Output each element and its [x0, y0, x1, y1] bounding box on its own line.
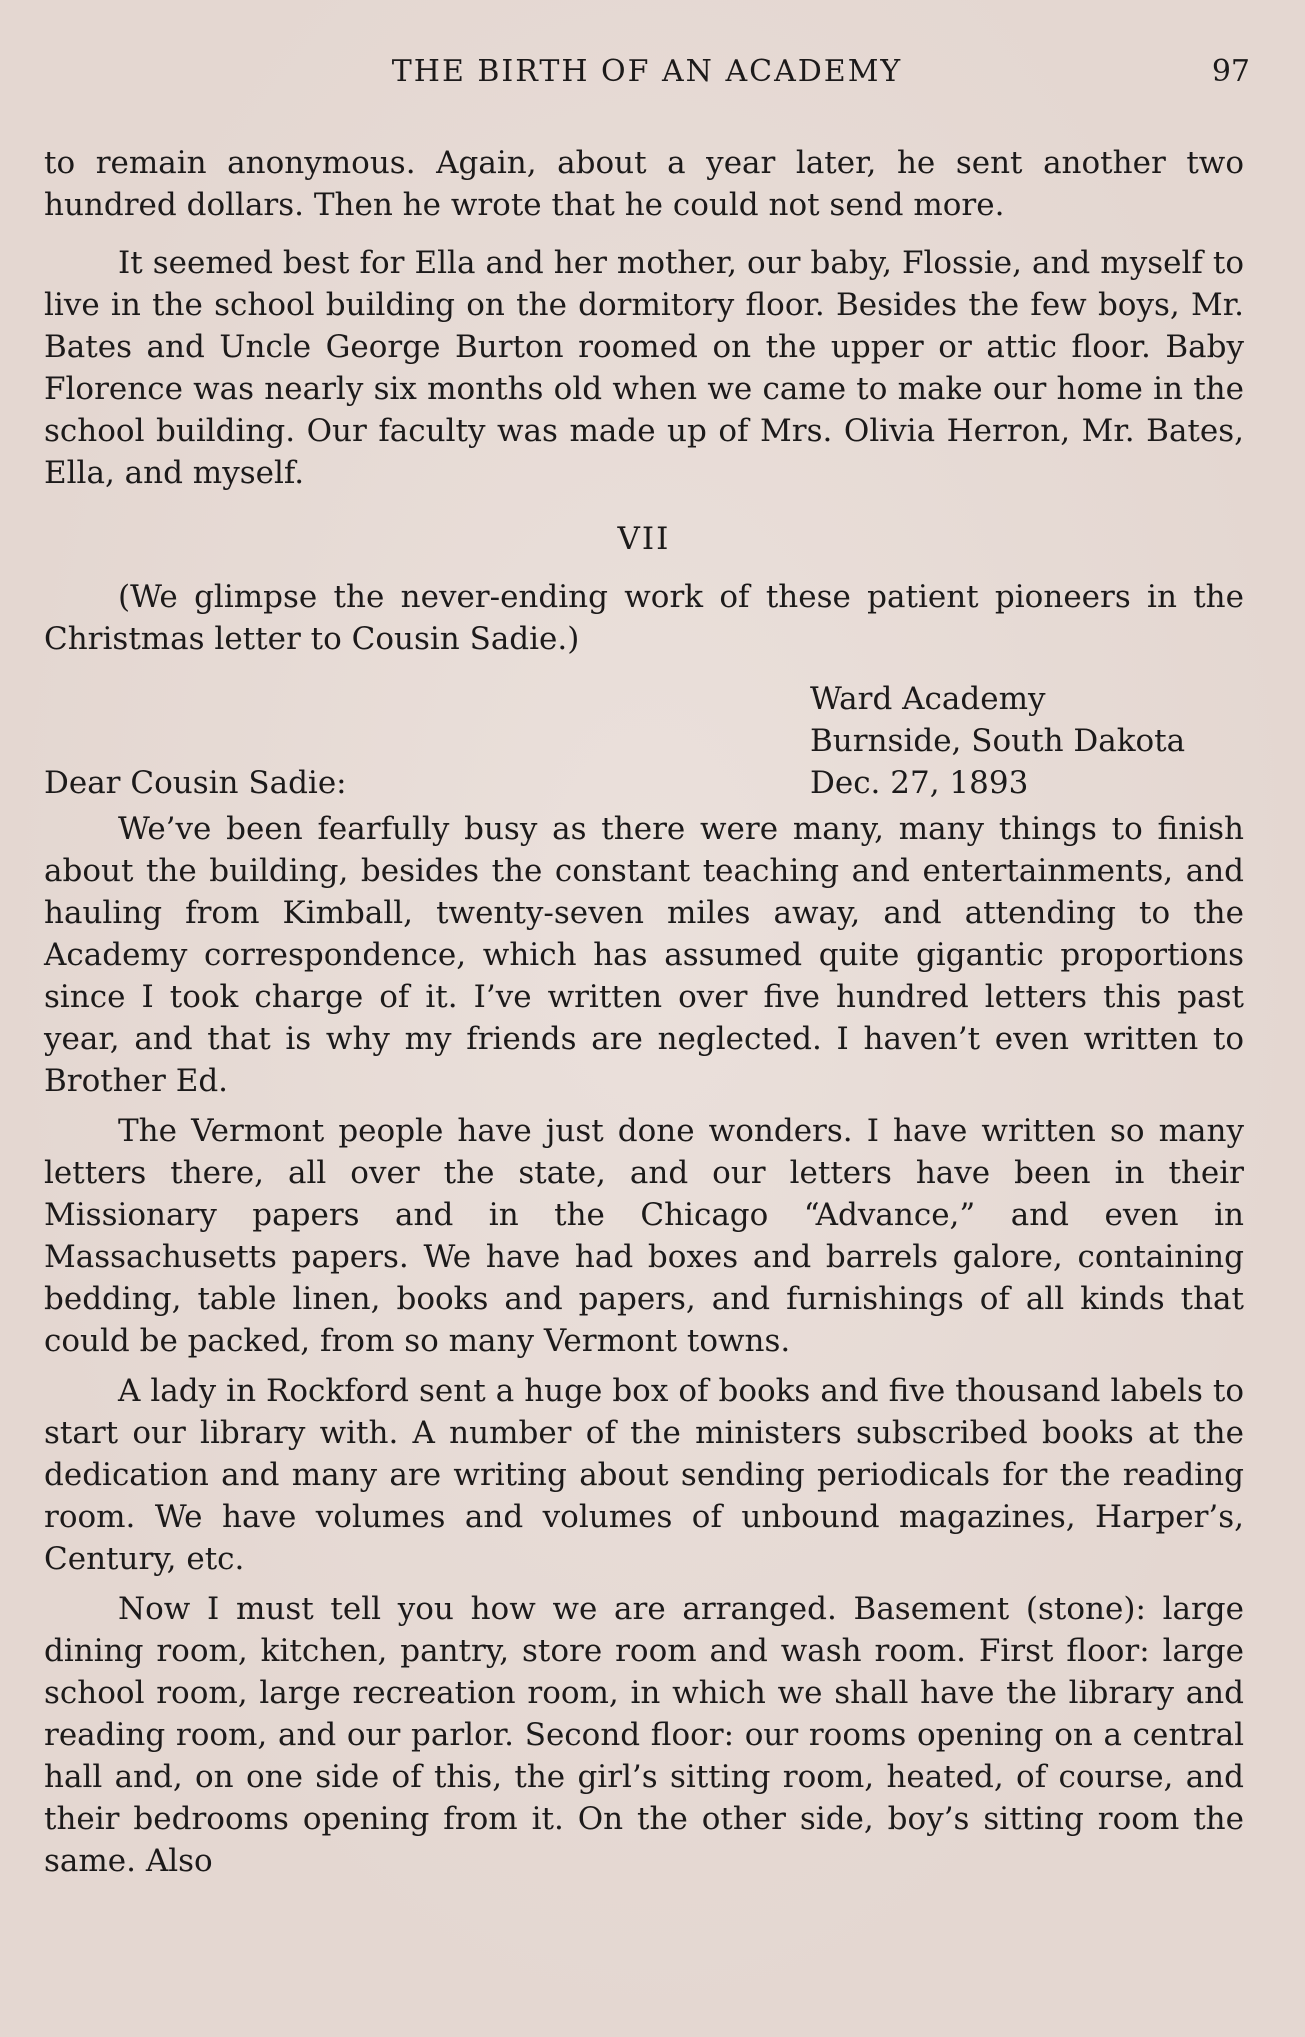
- section-intro: (We glimpse the never-ending work of these patient pioneers in the Christmas letter to Cousin Sadie.): [44, 579, 1244, 657]
- letter-paragraph: We’ve been fearfully busy as there were many, many things to finish about the building, besides the constant teaching and entertainments, and hauling from Kimball, twenty-seven miles away, and attending to the Academy correspondence, which has assumed quite gigantic proportions since I took charge of it. I’ve written over five hundred letters this past year, and that is why my friends are neglected. I haven’t even written to Brother Ed.: [44, 811, 1244, 1099]
- address-line: Ward Academy: [810, 681, 1046, 717]
- paragraph: It seemed best for Ella and her mother, our baby, Flossie, and myself to live in the school building on the dormitory floor. Besides the few boys, Mr. Bates and Uncle George Burton roomed on the upper or attic floor. Baby Florence was nearly six months old when we came to make our home in the school building. Our faculty was made up of Mrs. Olivia Herron, Mr. Bates, Ella, and myself.: [44, 245, 1244, 491]
- page-number: 97: [1211, 54, 1250, 89]
- page-body: [44, 142, 1244, 1882]
- letter-paragraph: Now I must tell you how we are arranged. Basement (stone): large dining room, kitchen, pantry, store room and wash room. First floor: large school room, large recreation room, in which we shall have the library and reading room, and our parlor. Second floor: our rooms opening on a central hall and, on one side of this, the girl’s sitting room, heated, of course, and their bedrooms opening from it. On the other side, boy’s sitting room the same. Also: [44, 1591, 1244, 1879]
- paragraph: to remain anonymous. Again, about a year later, he sent another two hundred dollars. Then he wrote that he could not send more.: [44, 145, 1244, 223]
- address-line: Burnside, South Dakota: [810, 723, 1186, 759]
- letter-heading: [44, 678, 1244, 804]
- page-header: [44, 52, 1250, 92]
- section-heading: VII: [617, 521, 671, 557]
- letter-date: Dec. 27, 1893: [810, 765, 1029, 801]
- letter-address: [810, 678, 1250, 804]
- letter-paragraph: The Vermont people have just done wonders. I have written so many letters there, all over the state, and our letters have been in their Missionary papers and in the Chicago “Advance,” and even in Massachusetts papers. We have had boxes and barrels galore, containing bedding, table linen, books and papers, and furnishings of all kinds that could be packed, from so many Vermont towns.: [44, 1113, 1244, 1359]
- letter-salutation: Dear Cousin Sadie:: [44, 765, 347, 801]
- running-head: THE BIRTH OF AN ACADEMY: [391, 54, 903, 89]
- letter-paragraph: A lady in Rockford sent a huge box of books and five thousand labels to start our library with. A number of the ministers subscribed books at the dedication and many are writing about sending periodicals for the reading room. We have volumes and volumes of unbound magazines, Harper’s, Century, etc.: [44, 1373, 1244, 1577]
